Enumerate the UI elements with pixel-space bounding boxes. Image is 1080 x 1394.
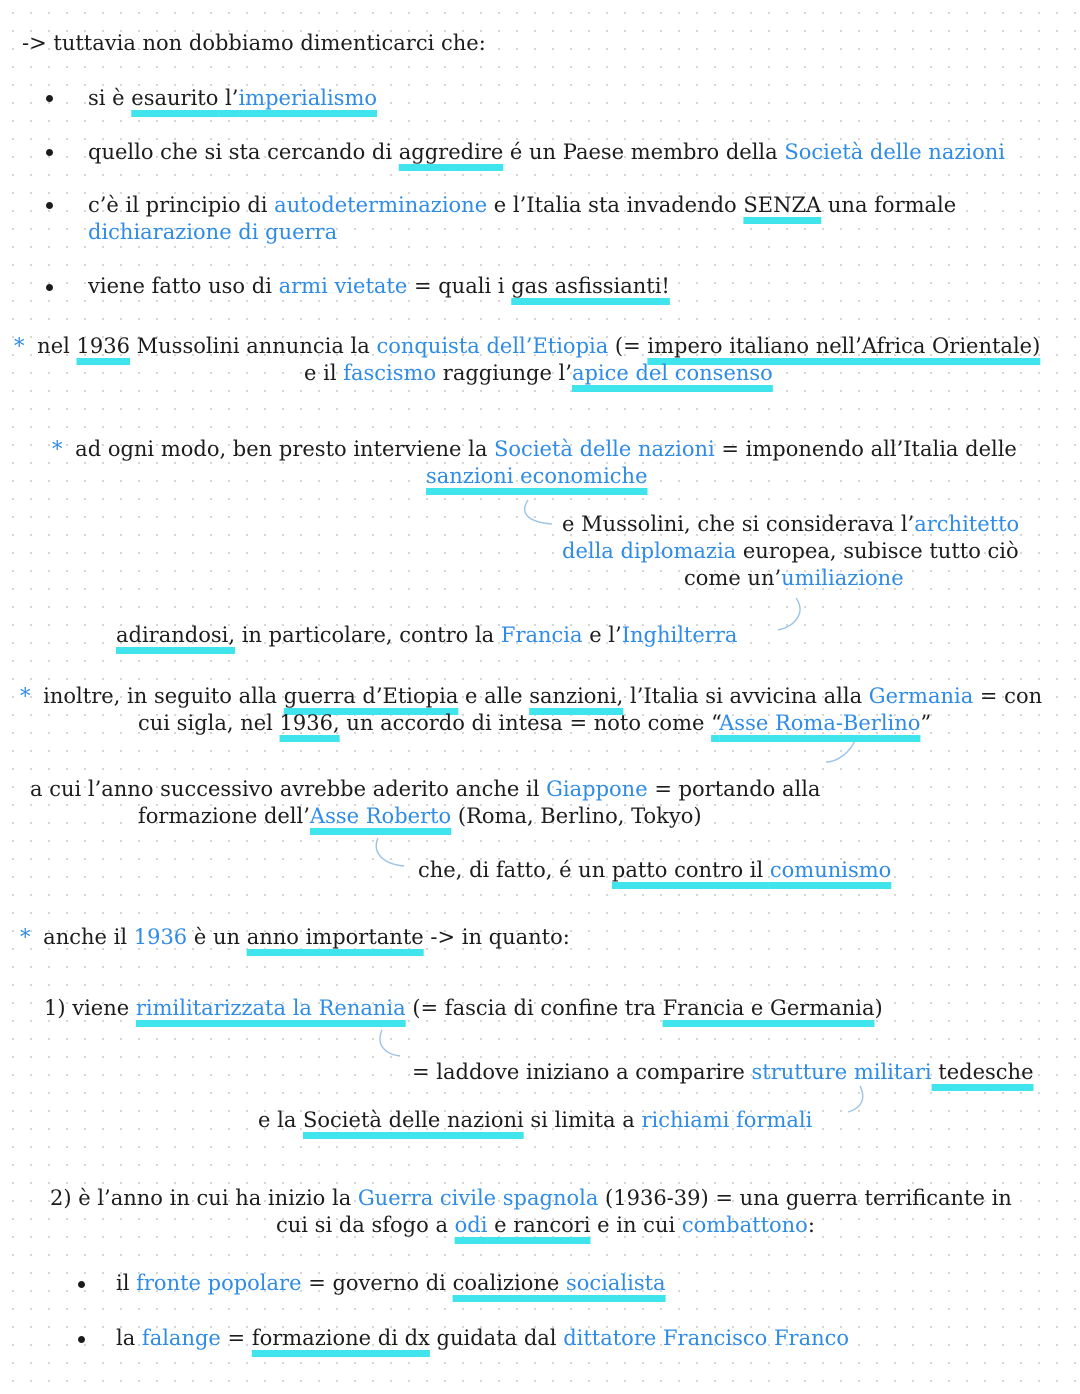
term-giappone: Giappone [546, 777, 648, 801]
intro-line [22, 30, 486, 57]
connector-arrow-strutture [848, 1086, 863, 1112]
text: 1) viene [44, 996, 136, 1020]
text: anche il [36, 925, 134, 949]
para-etiopia-cont [304, 360, 773, 387]
term-architetto: architetto [914, 512, 1020, 536]
bullet-dot [46, 149, 53, 156]
para-etiopia [14, 333, 1040, 360]
text: si limita a [523, 1108, 642, 1132]
text: e l’Italia sta invadendo [487, 193, 744, 217]
text: = quali i [407, 274, 512, 298]
text-highlight: formazione di dx [251, 1326, 430, 1350]
text: inoltre, in seguito alla [36, 684, 284, 708]
text-highlight: sanzioni, [529, 684, 624, 708]
connector-arrow-sanzioni [525, 500, 552, 524]
text-highlight: esaurito [131, 86, 219, 110]
term-rimilitarizzata-renania: rimilitarizzata la Renania [135, 996, 406, 1020]
text: quello che si sta cercando di [88, 140, 399, 164]
para-anno-importante [20, 924, 570, 951]
text: é un Paese membro della [503, 140, 785, 164]
text: in particolare, contro la [235, 623, 501, 647]
bullet-dot [46, 202, 53, 209]
text: l’Italia si avvicina alla [623, 684, 869, 708]
term-conquista-etiopia: conquista dell’Etiopia [376, 334, 609, 358]
text: e l’ [582, 623, 622, 647]
connector-arrow-asse [826, 738, 856, 762]
term-societa-nazioni: Società delle nazioni [784, 140, 1006, 164]
term-asse-roma-berlino: Asse Roma-Berlino [719, 711, 921, 735]
para-spagna-cont [276, 1212, 815, 1239]
text: la [116, 1326, 142, 1350]
term-umiliazione: umiliazione [781, 566, 904, 590]
para-giappone [30, 776, 820, 803]
text-highlight: 1936 [76, 334, 130, 358]
text: = [220, 1326, 252, 1350]
text: una formale [821, 193, 957, 217]
para-adirandosi [116, 622, 737, 649]
text: 2) è l’anno in cui ha inizio la [50, 1186, 358, 1210]
term-richiami-formali: richiami formali [641, 1108, 813, 1132]
text-highlight: “ [711, 711, 720, 735]
text: viene fatto uso di [88, 274, 279, 298]
bullet-dot [46, 95, 53, 102]
para-comunismo [418, 857, 891, 884]
text-highlight: aggredire [398, 140, 504, 164]
text: (= [608, 334, 648, 358]
connector-arrow-roberto [376, 838, 404, 866]
term-dichiarazione-guerra: dichiarazione di guerra [88, 220, 338, 244]
text: e alle [458, 684, 530, 708]
text-highlight: SENZA [743, 193, 822, 217]
text: Mussolini annuncia la [129, 334, 377, 358]
connector-arrow-renania [380, 1030, 400, 1056]
text: (= fascia di confine tra [405, 996, 663, 1020]
bullet-imperialismo [88, 85, 377, 112]
term-armi-vietate: armi vietate [278, 274, 408, 298]
text: un accordo di intesa = noto come [339, 711, 712, 735]
text: : [807, 1213, 815, 1237]
term-apice-consenso: apice del consenso [571, 361, 773, 385]
text: che, di fatto, é un [418, 858, 612, 882]
term-1936: 1936 [133, 925, 188, 949]
term-socialista: socialista [565, 1271, 666, 1295]
term-militari: militari [853, 1060, 932, 1084]
para-sanzioni [52, 436, 1017, 463]
asterisk-icon: * [20, 684, 31, 708]
text-highlight: anno importante [246, 925, 424, 949]
term-combattono: combattono [681, 1213, 808, 1237]
term-falange: falange [141, 1326, 221, 1350]
bullet-autodeterminazione-cont [88, 219, 337, 246]
text: c’è il principio di [88, 193, 275, 217]
para-giappone-cont [138, 803, 702, 830]
text-highlight: patto contro il [611, 858, 770, 882]
term-odi: odi [454, 1213, 488, 1237]
asterisk-icon: * [14, 334, 25, 358]
bullet-falange [116, 1325, 849, 1352]
term-fascismo: fascismo [343, 361, 437, 385]
term-autodeterminazione: autodeterminazione [274, 193, 488, 217]
text: formazione dell’ [138, 804, 310, 828]
intro-text: tuttavia non dobbiamo dimenticarci che: [46, 31, 486, 55]
text: cui si da sfogo a [276, 1213, 455, 1237]
bullet-armi-vietate [88, 273, 670, 300]
text: -> in quanto: [423, 925, 570, 949]
text: a cui l’anno successivo avrebbe aderito anche il [30, 777, 547, 801]
text-highlight: e rancori [487, 1213, 591, 1237]
para-renania [44, 995, 883, 1022]
term-asse-roberto: Asse Roberto [309, 804, 452, 828]
term-dittatore-franco: dittatore Francisco Franco [563, 1326, 850, 1350]
asterisk-icon: * [52, 437, 63, 461]
text: ” [920, 711, 932, 735]
bullet-autodeterminazione [88, 192, 956, 219]
text: guidata dal [429, 1326, 564, 1350]
text-highlight: coalizione [452, 1271, 566, 1295]
text-highlight: Francia e Germania [662, 996, 875, 1020]
text-highlight: guerra d’Etiopia [283, 684, 459, 708]
asterisk-icon: * [20, 925, 31, 949]
text: ad ogni modo, ben presto interviene la [68, 437, 495, 461]
text-highlight: 1936, [279, 711, 340, 735]
text-highlight: impero italiano nell’Africa Orientale) [647, 334, 1041, 358]
bullet-dot [78, 1336, 85, 1343]
term-sanzioni-economiche: sanzioni economiche [426, 464, 648, 488]
text: = laddove iniziano a comparire [412, 1060, 752, 1084]
para-mussolini-3 [684, 565, 904, 592]
term-guerra-civile-spagnola: Guerra civile spagnola [357, 1186, 599, 1210]
text: = governo di [301, 1271, 453, 1295]
text: raggiunge l’ [436, 361, 572, 385]
text: (1936-39) = una guerra terrificante in [598, 1186, 1012, 1210]
text: nel [30, 334, 77, 358]
term-inghilterra: Inghilterra [621, 623, 738, 647]
intro-arrow: -> [22, 31, 47, 55]
text: e il [304, 361, 344, 385]
bullet-fronte-popolare [116, 1270, 666, 1297]
text: e la [258, 1108, 304, 1132]
bullet-dot [78, 1281, 85, 1288]
text: il [116, 1271, 137, 1295]
term-fronte-popolare: fronte popolare [136, 1271, 302, 1295]
text [847, 1060, 854, 1084]
text-highlight: gas asfissianti! [511, 274, 670, 298]
text: = con [973, 684, 1043, 708]
term-germania: Germania [868, 684, 974, 708]
para-spagna [50, 1185, 1012, 1212]
text: si è [88, 86, 132, 110]
term-societa-nazioni: Società delle nazioni [494, 437, 715, 461]
text: cui sigla, nel [138, 711, 280, 735]
para-mussolini-1 [562, 511, 1019, 538]
para-sanzioni-cont [426, 463, 648, 490]
text: europea, subisce tutto ciò [736, 539, 1019, 563]
text: è un [187, 925, 247, 949]
text: = imponendo all’Italia delle [714, 437, 1017, 461]
term-francia: Francia [500, 623, 583, 647]
text: (Roma, Berlino, Tokyo) [451, 804, 702, 828]
bullet-aggredire [88, 139, 1005, 166]
text-highlight: adirandosi, [116, 623, 236, 647]
para-mussolini-2 [562, 538, 1019, 565]
term-comunismo: comunismo [769, 858, 892, 882]
text: = portando alla [647, 777, 821, 801]
text: e in cui [590, 1213, 682, 1237]
term-imperialismo: imperialismo [238, 86, 377, 110]
para-asse [20, 683, 1042, 710]
term-strutture: strutture [751, 1060, 848, 1084]
connector-arrow-umiliazione [778, 598, 800, 630]
term-diplomazia: della diplomazia [562, 539, 737, 563]
bullet-dot [46, 284, 53, 291]
text-highlight: tedesche [931, 1060, 1034, 1084]
para-richiami [258, 1107, 812, 1134]
text-highlight: Società delle nazioni [303, 1108, 524, 1132]
para-asse-cont [138, 710, 931, 737]
para-strutture [412, 1059, 1034, 1086]
text-highlight: l’ [218, 86, 239, 110]
text: e Mussolini, che si considerava l’ [562, 512, 915, 536]
text: ) [874, 996, 883, 1020]
text: come un’ [684, 566, 782, 590]
